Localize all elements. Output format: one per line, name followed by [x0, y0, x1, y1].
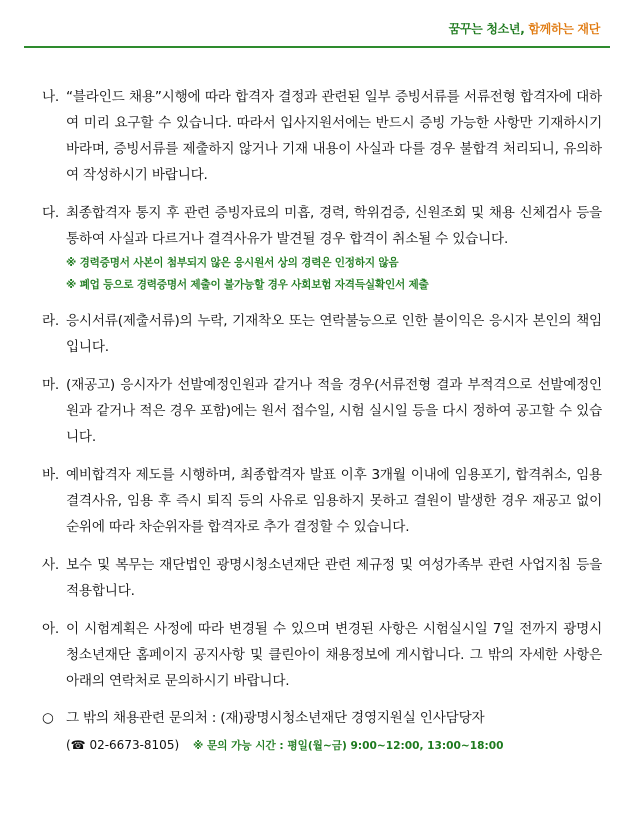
- notice-item-na: [42, 84, 602, 188]
- notice-item-a: [42, 616, 602, 694]
- notice-item-ba: [42, 462, 602, 540]
- notice-item-sa: [42, 552, 602, 604]
- contact-details: [42, 732, 602, 759]
- header-divider: [24, 46, 610, 48]
- contact-hours: ※ 문의 가능 시간 : 평일(월~금) 9:00~12:00, 13:00~18:00: [192, 740, 504, 752]
- item-marker: 아.: [42, 621, 60, 637]
- item-text: 이 시험계획은 사정에 따라 변경될 수 있으며 변경된 사항은 시험실시일 7일 전까지 광명시청소년재단 홈페이지 공지사항 및 클린아이 채용정보에 게시합니다. 그 밖의 자세한 사항은 아래의 연락처로 문의하시기 바랍니다.: [66, 621, 602, 689]
- notice-item-ra: [42, 308, 602, 360]
- item-text: 예비합격자 제도를 시행하며, 최종합격자 발표 이후 3개월 이내에 임용포기, 합격취소, 임용결격사유, 임용 후 즉시 퇴직 등의 사유로 임용하지 못하고 결원이 발생한 경우 재공고 없이 순위에 따라 차순위자를 합격자로 추가 결정할 수 있습니다.: [66, 467, 602, 535]
- header-slogan: [449, 20, 600, 37]
- note-career-certificate: ※ 경력증명서 사본이 첨부되지 않은 응시원서 상의 경력은 인정하지 않음: [66, 257, 399, 269]
- item-text: 응시서류(제출서류)의 누락, 기재착오 또는 연락불능으로 인한 불이익은 응시자 본인의 책임입니다.: [66, 313, 602, 355]
- contact-phone: (☎ 02-6673-8105): [66, 738, 180, 752]
- note-closed-business: ※ 폐업 등으로 경력증명서 제출이 불가능할 경우 사회보험 자격득실확인서 제출: [66, 279, 429, 291]
- item-text: “블라인드 채용”시행에 따라 합격자 결정과 관련된 일부 증빙서류를 서류전형 합격자에 대하여 미리 요구할 수 있습니다. 따라서 입사지원서에는 반드시 증빙 가능한 사항만 기재하시기 바라며, 증빙서류를 제출하지 않거나 기재 내용이 사실과 다를 경우 불합격 처리되니, 유의하여 작성하시기 바랍니다.: [66, 89, 602, 183]
- item-marker: 바.: [42, 467, 60, 483]
- notice-body: [42, 84, 602, 759]
- item-text: 보수 및 복무는 재단법인 광명시청소년재단 관련 제규정 및 여성가족부 관련 사업지침 등을 적용합니다.: [66, 557, 602, 599]
- notice-item-ma: [42, 372, 602, 450]
- item-marker: 라.: [42, 313, 60, 329]
- circle-bullet-icon: ○: [42, 710, 54, 726]
- item-marker: 나.: [42, 89, 60, 105]
- item-text: (재공고) 응시자가 선발예정인원과 같거나 적을 경우(서류전형 결과 부적격으로 선발예정인원과 같거나 적은 경우 포함)에는 원서 접수일, 시험 실시일 등을 다시 정하여 공고할 수 있습니다.: [66, 377, 602, 445]
- item-text: 최종합격자 통지 후 관련 증빙자료의 미흡, 경력, 학위검증, 신원조회 및 채용 신체검사 등을 통하여 사실과 다르거나 결격사유가 발견될 경우 합격이 취소될 수 있습니다.: [66, 205, 602, 247]
- item-marker: 마.: [42, 377, 60, 393]
- item-marker: 다.: [42, 205, 60, 221]
- notice-item-da: [42, 200, 602, 252]
- item-marker: 사.: [42, 557, 60, 573]
- contact-info: [42, 704, 602, 732]
- slogan-part-2: 함께하는 재단: [528, 22, 600, 36]
- contact-text: 그 밖의 채용관련 문의처 : (재)광명시청소년재단 경영지원실 인사담당자: [66, 710, 485, 726]
- slogan-part-1: 꿈꾸는 청소년,: [448, 22, 525, 36]
